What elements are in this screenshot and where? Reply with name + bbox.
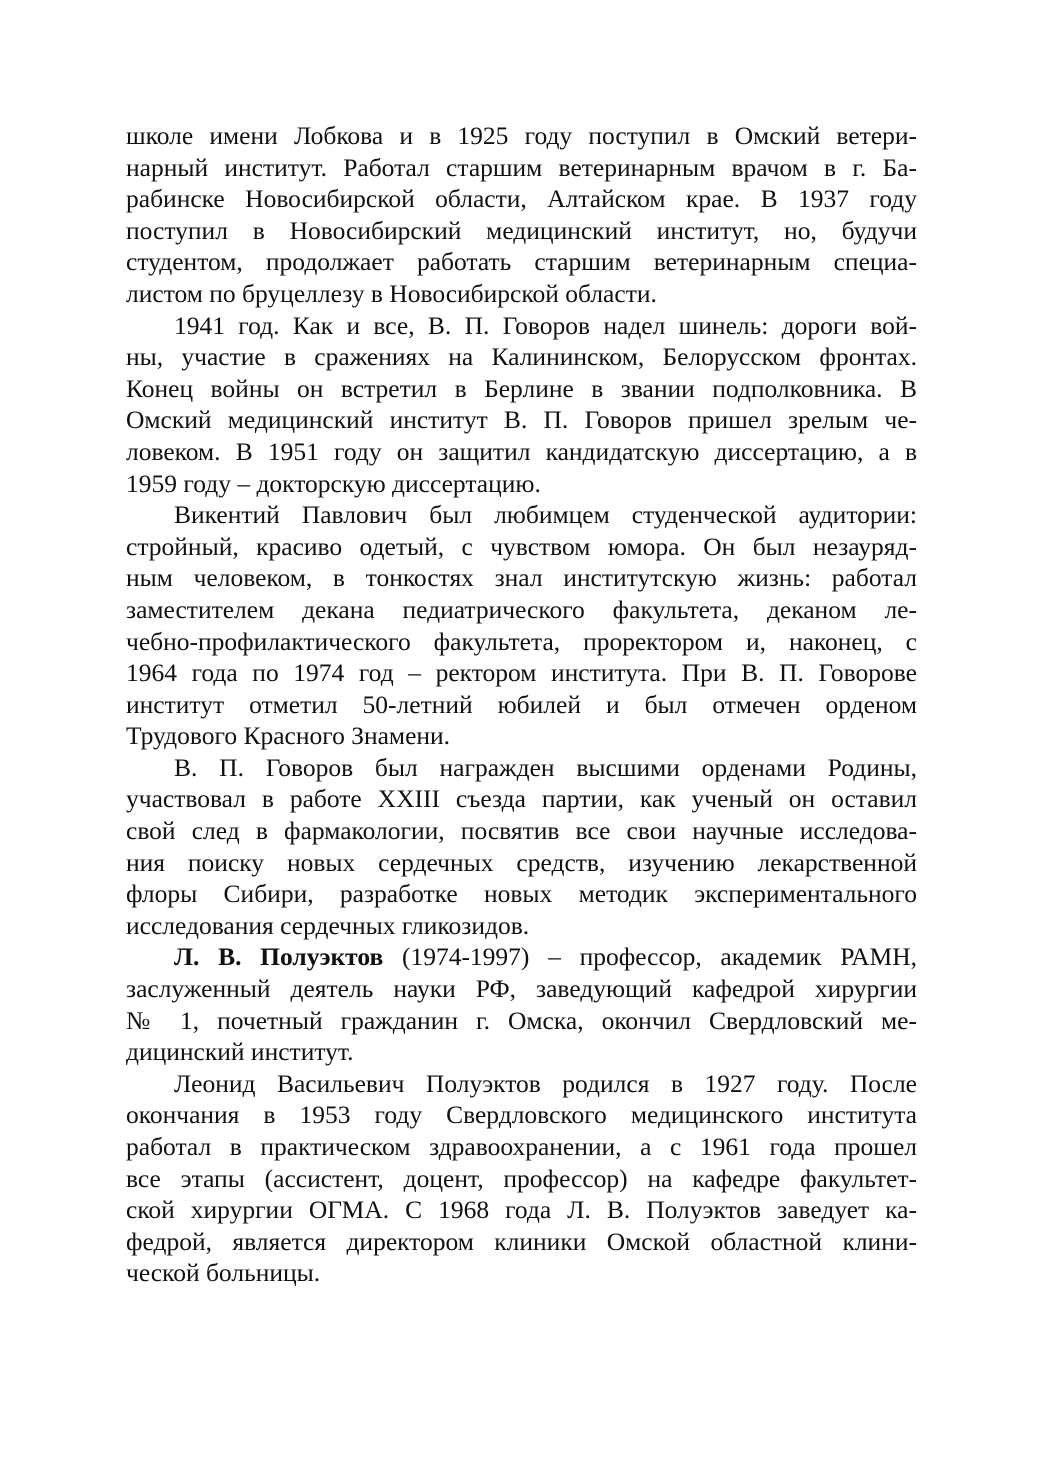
text-line: № 1, почетный гражданин г. Омска, окончил Свердловский ме- <box>126 1005 917 1035</box>
text-line: заслуженный деятель науки РФ, заведующий кафедрой хирургии <box>126 974 917 1004</box>
text-line: стройный, красиво одетый, с чувством юмора. Он был незауряд- <box>126 531 917 561</box>
paragraph-awards <box>126 752 917 942</box>
text-line: институт отметил 50-летний юбилей и был отмечен орденом <box>126 689 917 719</box>
text-line: ны, участие в сражениях на Калининском, Белорусском фронтах. <box>126 342 917 372</box>
text-line: Леонид Васильевич Полуэктов родился в 1927 году. После <box>174 1068 917 1098</box>
text-line: заместителем декана педиатрического факультета, деканом ле- <box>126 594 917 624</box>
text-line: нарный институт. Работал старшим ветеринарным врачом в г. Ба- <box>126 152 917 182</box>
text-line: В. П. Говоров был награжден высшими орденами Родины, <box>174 752 917 782</box>
text-line: Конец войны он встретил в Берлине в звании подполковника. В <box>126 373 917 403</box>
paragraph-continuation <box>126 120 917 310</box>
person-name: Л. В. Полуэктов <box>174 942 384 972</box>
text-line: работал в практическом здравоохранении, а с 1961 года прошел <box>126 1132 917 1161</box>
text-line: исследования сердечных гликозидов. <box>126 910 530 940</box>
text-line: школе имени Лобкова и в 1925 году поступил в Омский ветери- <box>126 121 917 150</box>
text-line <box>126 941 917 973</box>
text-line: ловеком. В 1951 году он защитил кандидатскую диссертацию, а в <box>126 436 917 466</box>
text-line: 1964 года по 1974 год – ректором института. При В. П. Говорове <box>126 658 917 688</box>
text-line: федрой, является директором клиники Омской областной клини- <box>126 1226 917 1256</box>
text-line: 1959 году – докторскую диссертацию. <box>126 468 541 498</box>
text-line: дицинский институт. <box>126 1037 354 1067</box>
text-line: ческой больницы. <box>126 1258 321 1288</box>
text-line: ния поиску новых сердечных средств, изучению лекарственной <box>126 847 917 877</box>
text-line: окончания в 1953 году Свердловского медицинского института <box>126 1100 917 1130</box>
text-line: чебно-профилактического факультета, проректором и, наконец, с <box>126 626 917 656</box>
paragraph-poluektov-intro <box>126 941 917 1067</box>
text-line: Омский медицинский институт В. П. Говоров пришел зрелым че- <box>126 405 917 435</box>
paragraph-war-years <box>126 310 917 500</box>
text-line: студентом, продолжает работать старшим ветеринарным специа- <box>126 247 917 277</box>
text-fragment: (1974-1997) – профессор, академик РАМН, <box>383 942 917 972</box>
text-line: свой след в фармакологии, посвятив все свои научные исследова- <box>126 816 917 846</box>
paragraph-rector <box>126 499 917 752</box>
text-line: Трудового Красного Знамени. <box>126 721 451 751</box>
text-line: поступил в Новосибирский медицинский институт, но, будучи <box>126 215 917 245</box>
text-line: все этапы (ассистент, доцент, профессор) на кафедре факультет- <box>126 1163 917 1193</box>
text-line: участвовал в работе XXIII съезда партии, как ученый он оставил <box>126 784 917 814</box>
paragraph-poluektov-bio <box>126 1068 917 1289</box>
text-line: Викентий Павлович был любимцем студенческой аудитории: <box>174 500 917 530</box>
text-line: ской хирургии ОГМА. С 1968 года Л. В. Полуэктов заведует ка- <box>126 1195 917 1225</box>
text-line: рабинске Новосибирской области, Алтайском крае. В 1937 году <box>126 184 917 214</box>
text-line: флоры Сибири, разработке новых методик экспериментального <box>126 879 917 909</box>
text-line: 1941 год. Как и все, В. П. Говоров надел шинель: дороги вой- <box>174 310 917 340</box>
text-line: ным человеком, в тонкостях знал институтскую жизнь: работал <box>126 563 917 593</box>
document-page <box>126 120 917 1289</box>
text-line: листом по бруцеллезу в Новосибирской области. <box>126 278 657 308</box>
